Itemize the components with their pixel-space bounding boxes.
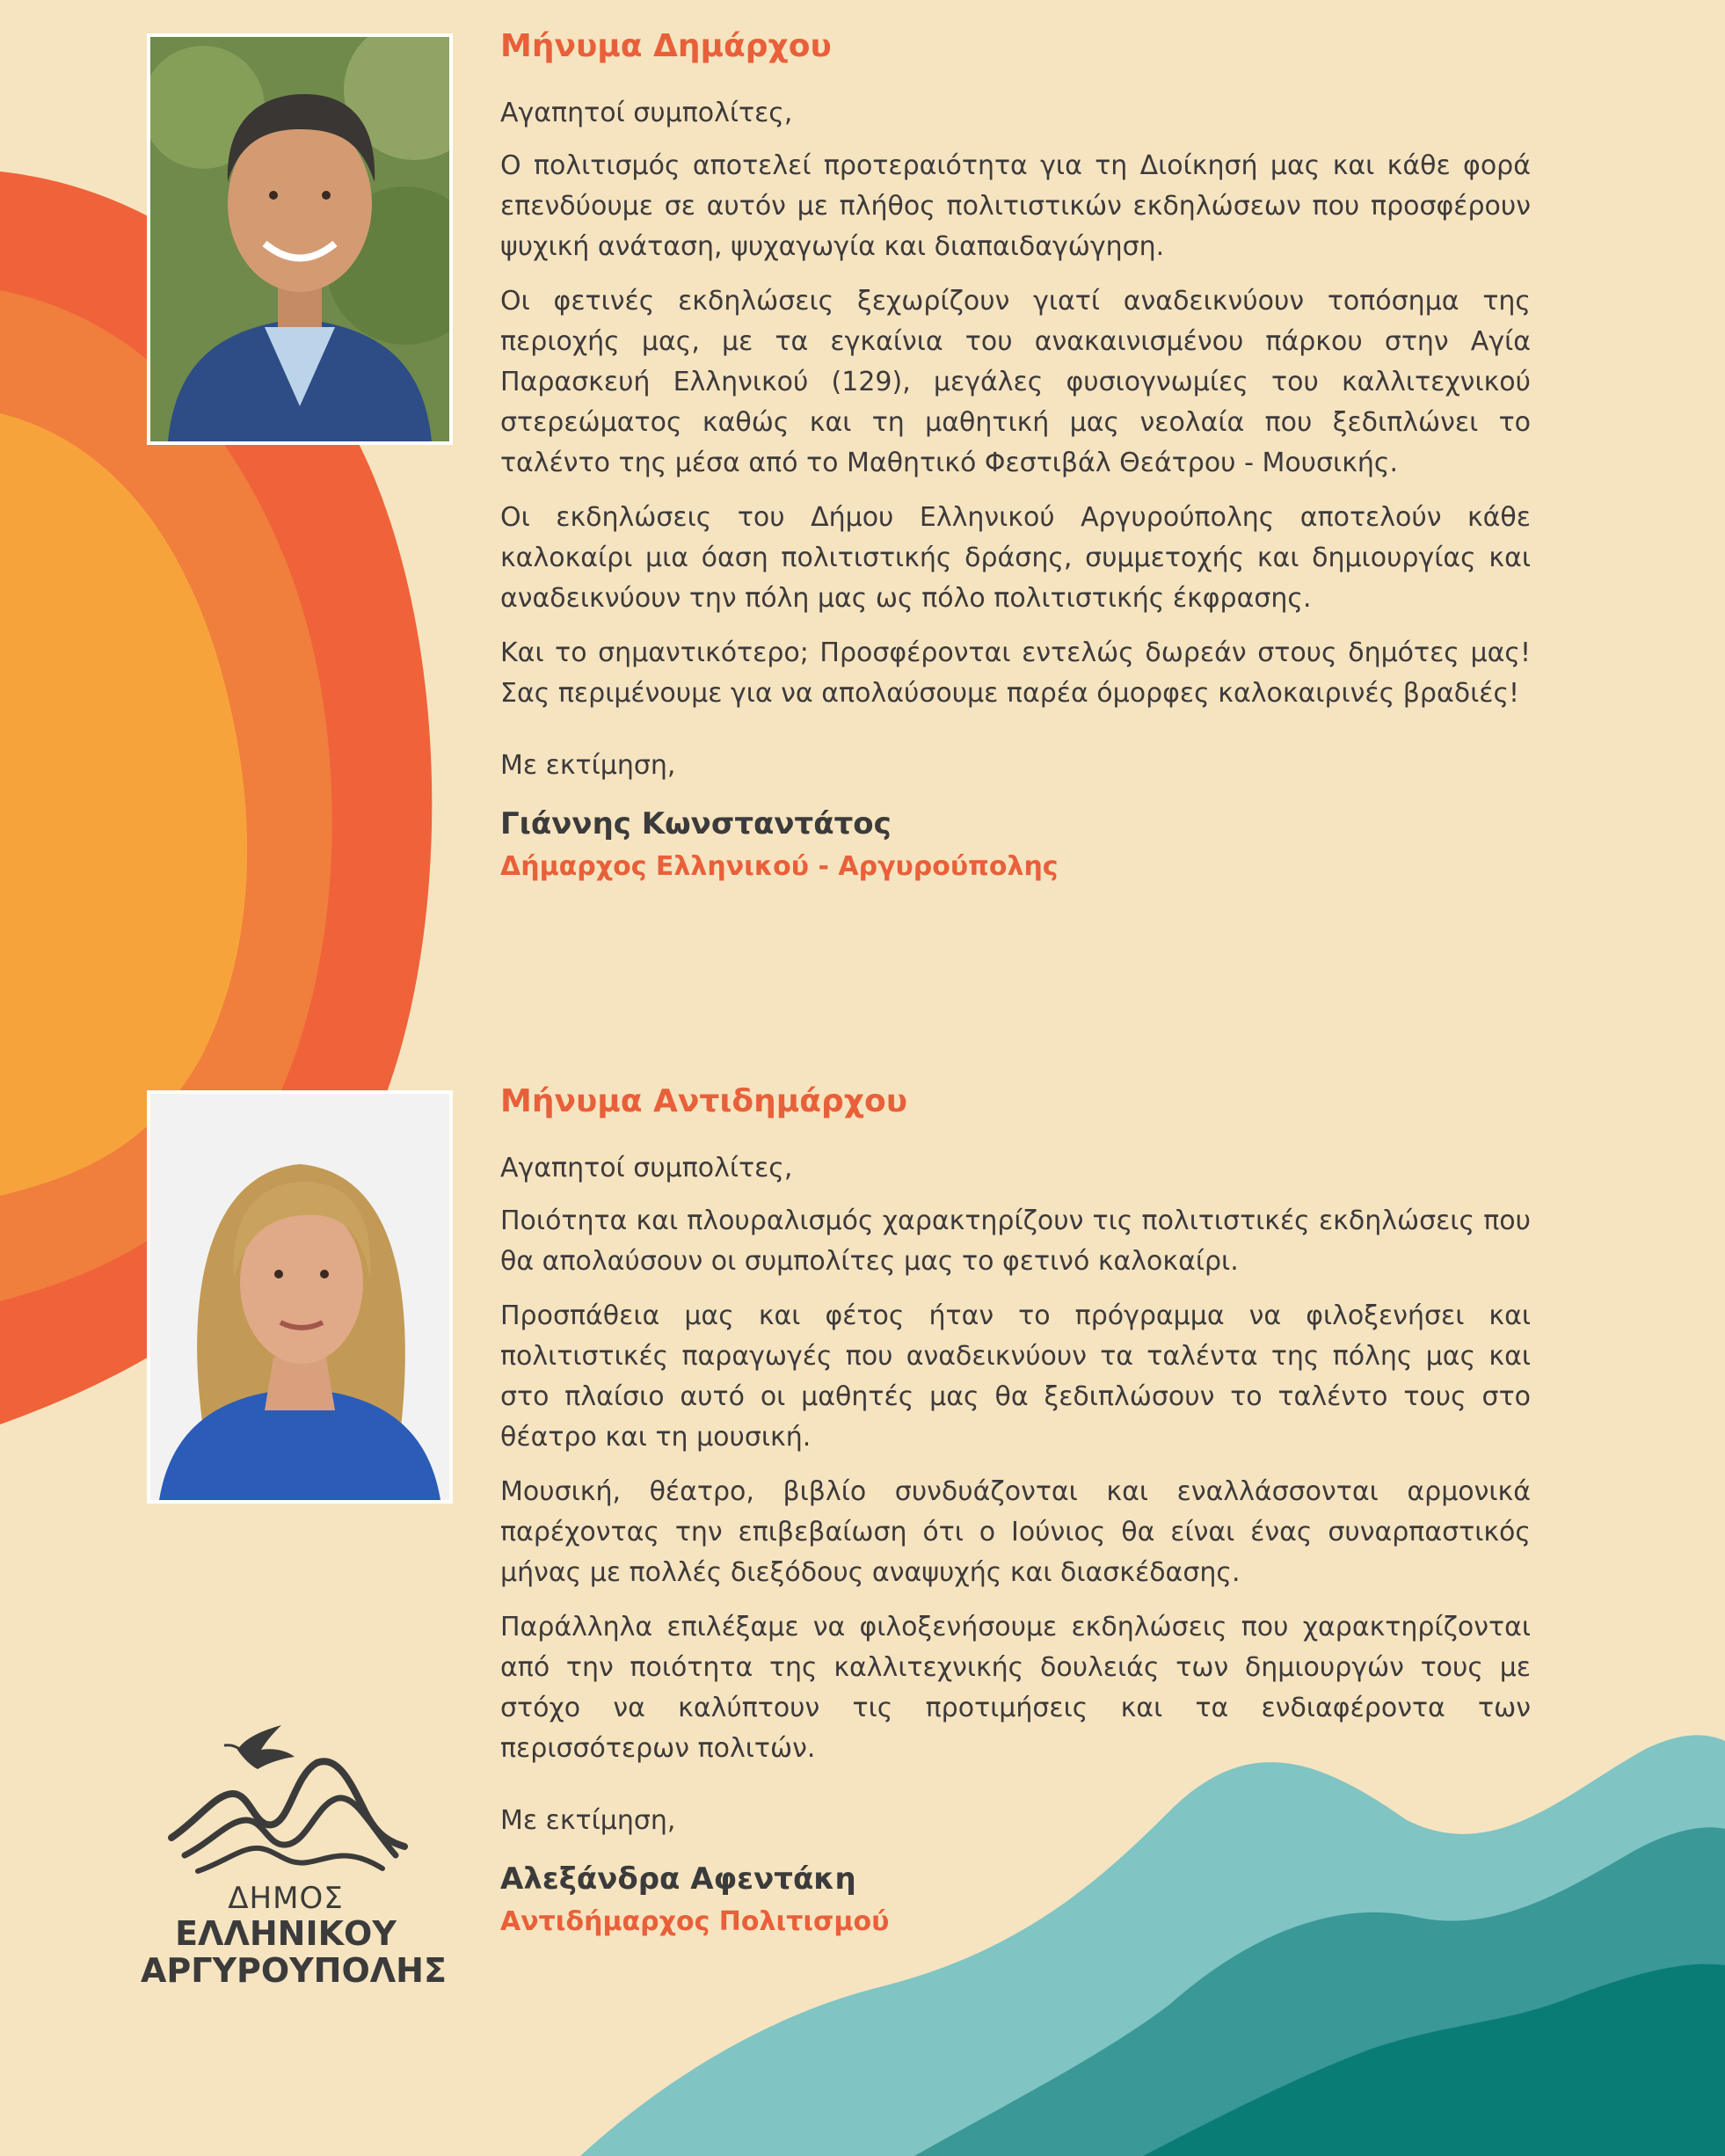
mayor-paragraph-3: Οι εκδηλώσεις του Δήμου Ελληνικού Αργυρούπολης αποτελούν κάθε καλοκαίρι μια όαση πολιτιστικής δράσης, συμμετοχής και δημιουργίας και αναδεικνύουν την πόλη μας ως πόλο πολιτιστικής έκφρασης.: [500, 502, 1531, 614]
deputy-paragraph-3: Μουσική, θέατρο, βιβλίο συνδυάζονται και εναλλάσσονται αρμονικά παρέχοντας την επιβεβαίωση ότι ο Ιούνιος θα είναι ένας συναρπαστικός μήνας με πολλές διεξόδους αναψυχής και διασκέδασης.: [500, 1476, 1531, 1588]
logo-text-dimos: ΔΗΜΟΣ: [228, 1881, 344, 1916]
deputy-closing: Με εκτίμηση,: [500, 1805, 676, 1836]
deputy-message-heading: Μήνυμα Αντιδημάρχου: [500, 1083, 908, 1119]
mayor-paragraph-1: Ο πολιτισμός αποτελεί προτεραιότητα για τη Διοίκησή μας και κάθε φορά επενδύουμε σε αυτόν με πλήθος πολιτιστικών εκδηλώσεων που προσφέρουν ψυχική ανάταση, ψυχαγωγία και διαπαιδαγώγηση.: [500, 150, 1531, 262]
deputy-greeting: Αγαπητοί συμπολίτες,: [500, 1153, 793, 1184]
mayor-paragraph-4: Και το σημαντικότερο; Προσφέρονται εντελώς δωρεάν στους δημότες μας! Σας περιμένουμε για να απολαύσουμε παρέα όμορφες καλοκαιρινές βραδιές!: [500, 637, 1531, 709]
deputy-mayor-message: [500, 1080, 1531, 1943]
mayor-message-heading: Μήνυμα Δημάρχου: [500, 28, 832, 64]
mountains-dove-icon: [163, 1715, 409, 1882]
deputy-paragraph-1: Ποιότητα και πλουραλισμός χαρακτηρίζουν τις πολιτιστικές εκδηλώσεις που θα απολαύσουν οι συμπολίτες μας το φετινό καλοκαίρι.: [500, 1205, 1531, 1277]
deputy-paragraph-4: Παράλληλα επιλέξαμε να φιλοξενήσουμε εκδηλώσεις που χαρακτηρίζονται από την ποιότητα της καλλιτεχνικής δουλειάς των δημιουργών τους με στόχο να καλύπτουν τις προτιμήσεις και τα ενδιαφέροντα των περισσότερων πολιτών.: [500, 1612, 1531, 1764]
deputy-paragraph-2: Προσπάθεια μας και φέτος ήταν το πρόγραμμα να φιλοξενήσει και πολιτιστικές παραγωγές που αναδεικνύουν τα ταλέντα της πόλης μας και στο πλαίσιο αυτό οι μαθητές μας θα ξεδιπλώσουν το ταλέντο τους στο θέατρο και τη μουσική.: [500, 1300, 1531, 1453]
deputy-signer-name: Αλεξάνδρα Αφεντάκη: [500, 1861, 856, 1897]
mayor-greeting: Αγαπητοί συμπολίτες,: [500, 98, 793, 128]
logo-text-argyroupolis: ΑΡΓΥΡΟΥΠΟΛΗΣ: [141, 1951, 447, 1990]
logo-text-ellinikou: ΕΛΛΗΝΙΚΟΥ: [175, 1914, 397, 1953]
deputy-signer-role: Αντιδήμαρχος Πολιτισμού: [500, 1906, 890, 1937]
mayor-signer-name: Γιάννης Κωνσταντάτος: [500, 806, 892, 841]
mayor-signer-role: Δήμαρχος Ελληνικού - Αργυρούπολης: [500, 851, 1059, 882]
deputy-mayor-photo: [147, 1090, 453, 1504]
municipality-logo: [141, 1715, 447, 2005]
mayor-paragraph-2: Οι φετινές εκδηλώσεις ξεχωρίζουν γιατί αναδεικνύουν τοπόσημα της περιοχής μας, με τα εγκαίνια του ανακαινισμένου πάρκου στην Αγία Παρασκευή Ελληνικού (129), μεγάλες φυσιογνωμίες του καλλιτεχνικού στερεώματος καθώς και τη μαθητική μας νεολαία που ξεδιπλώνει το ταλέντο της μέσα από το Μαθητικό Φεστιβάλ Θεάτρου - Μουσικής.: [500, 286, 1531, 478]
mayor-message: [500, 25, 1531, 888]
mayor-closing: Με εκτίμηση,: [500, 750, 676, 781]
mayor-photo: [147, 33, 453, 445]
